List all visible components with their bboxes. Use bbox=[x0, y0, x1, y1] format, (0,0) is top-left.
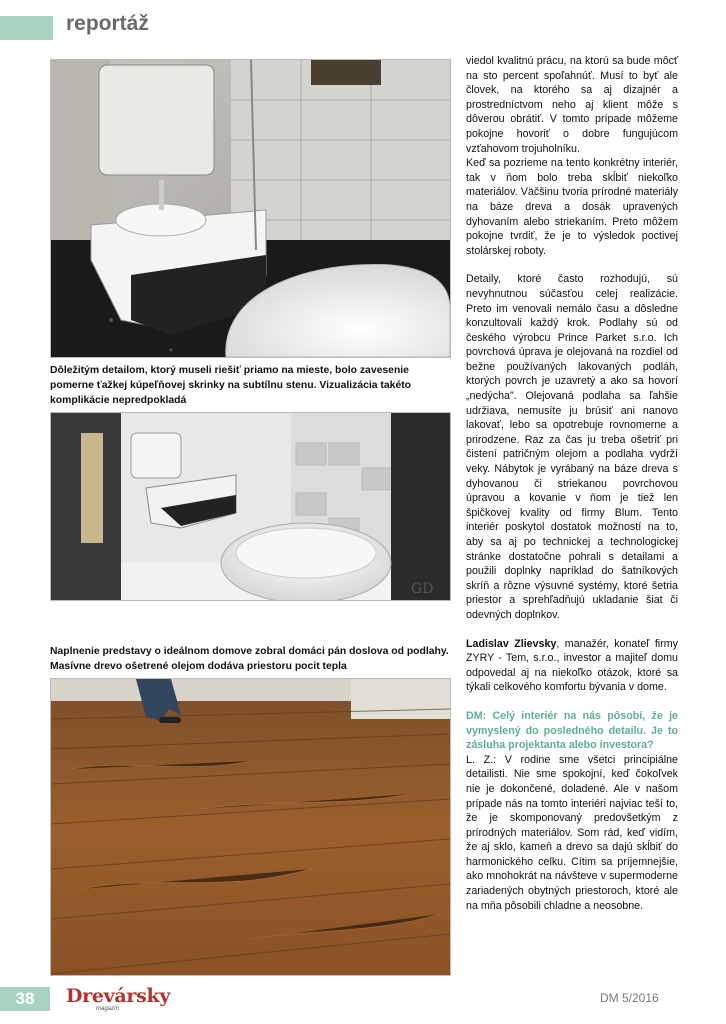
oak-floor-photo bbox=[50, 678, 451, 976]
bathroom-visualization bbox=[50, 412, 451, 601]
article-paragraph: Keď sa pozrieme na tento konkrétny interiér, tak v ňom bolo treba skĺbiť niekoľko materiálov. Väčšinu tvoria prírodné materiály na báze dreva a dosák upravených dyhovaním alebo striekaním. Preto môžem pokojne tvrdiť, že je to výsledok poctivej stolárskej roboty. bbox=[466, 157, 678, 257]
article-paragraph: viedol kvalitnú prácu, na ktorú sa bude môcť na sto percent spoľahnúť. Musí to byť ale človek, na ktorého sa aj dizajnér a prostredníctvom neho aj klient môže s dôverou obrátiť. V tomto prípade môžeme pokojne hovoriť o dobre fungujúcom vzťahovom trojuholníku. bbox=[466, 55, 678, 155]
page-number: 38 bbox=[0, 987, 50, 1011]
article-paragraph: Detaily, ktoré často rozhodujú, sú nevyhnutnou súčasťou celej realizácie. Preto im venovali nemálo času a dôsledne konzultovali každý krok. Podlahy sú od českého výrobcu Prince Parket s.r.o. Ich povrchová úprava je olejovaná na rozdiel od bežne používaných lakovaných podláh, ktorých povrch je uzavretý a ako sa hovorí „nedýcha". Olejovaná podlaha sa ľahšie udržiava, nemusíte ju brúsiť ani nanovo lakovať, lebo sa opotrebuje rovnomerne a prirodzene. Raz za čas ju treba ošetriť pri čistení patričným olejom a podlaha vydrží veky. Nábytok je vyrábaný na báze dreva s dyhovanou či striekanou povrchovou úpravou a kovanie v ňom je tiež len špičkovej kvality od firmy Blum. Tento interiér poskytol dostatok možností na to, aby sa aj po technickej a technologickej stránke dostatočne pohrali s detailami a použili doplnky napríklad do šatníkových skríň a rôzne výsuvné systémy, ktoré šetria priestor a sprehľadňujú ukladanie šiat či odevných doplnkov. bbox=[466, 273, 678, 621]
magazine-logo-subtitle: magazín bbox=[96, 1006, 120, 1012]
article-column bbox=[466, 54, 678, 913]
interview-intro-text: , manažér, konateľ firmy ZYRY - Tem, s.r.o., investor a majiteľ domu odpovedal aj na niekoľko otázok, ktoré sa týkali celkového komfortu bývania v dome. bbox=[466, 637, 678, 694]
issue-label: DM 5/2016 bbox=[600, 991, 659, 1005]
interview-intro bbox=[466, 637, 678, 695]
interviewee-name: Ladislav Zlievsky bbox=[466, 637, 557, 650]
photo-caption-1: Dôležitým detailom, ktorý museli riešiť priamo na mieste, bolo zavesenie pomerne ťažkej kúpeľňovej skrinky na subtílnu stenu. Vizualizácia takéto komplikácie nepredpokladá bbox=[50, 365, 412, 406]
section-title: reportáž bbox=[66, 12, 149, 35]
bathroom-photo bbox=[50, 59, 451, 358]
magazine-logo: Drevársky bbox=[66, 985, 171, 1007]
photo-caption-2: Naplnenie predstavy o ideálnom domove zobral domáci pán doslova od podlahy. Masívne drevo ošetrené olejom dodáva priestoru pocit tepla bbox=[50, 646, 449, 672]
svg-text:GD: GD bbox=[411, 581, 434, 597]
interview-question: DM: Celý interiér na nás pôsobí, že je vymyslený do posledného detailu. Je to zásluha projektanta alebo investora? bbox=[466, 709, 678, 752]
interview-answer: L. Z.: V rodine sme všetci principiálne detailisti. Nie sme spokojní, keď čokoľvek nie je dokončené, doladené. Ale v našom prípade nás na tomto interiéri najviac teší to, že je skomponovaný predovšetkým z prírodných materiálov. Som rád, keď vidím, že aj sklo, kameň a drevo sa dajú skĺbiť do harmonického celku. Cítim sa príjemnejšie, ako mnohokrát na návšteve v supermoderne zariadených obytných priestoroch, ktoré ale na mňa pôsobili chladne a neosobne. bbox=[466, 753, 678, 912]
section-tab-marker bbox=[0, 16, 53, 40]
